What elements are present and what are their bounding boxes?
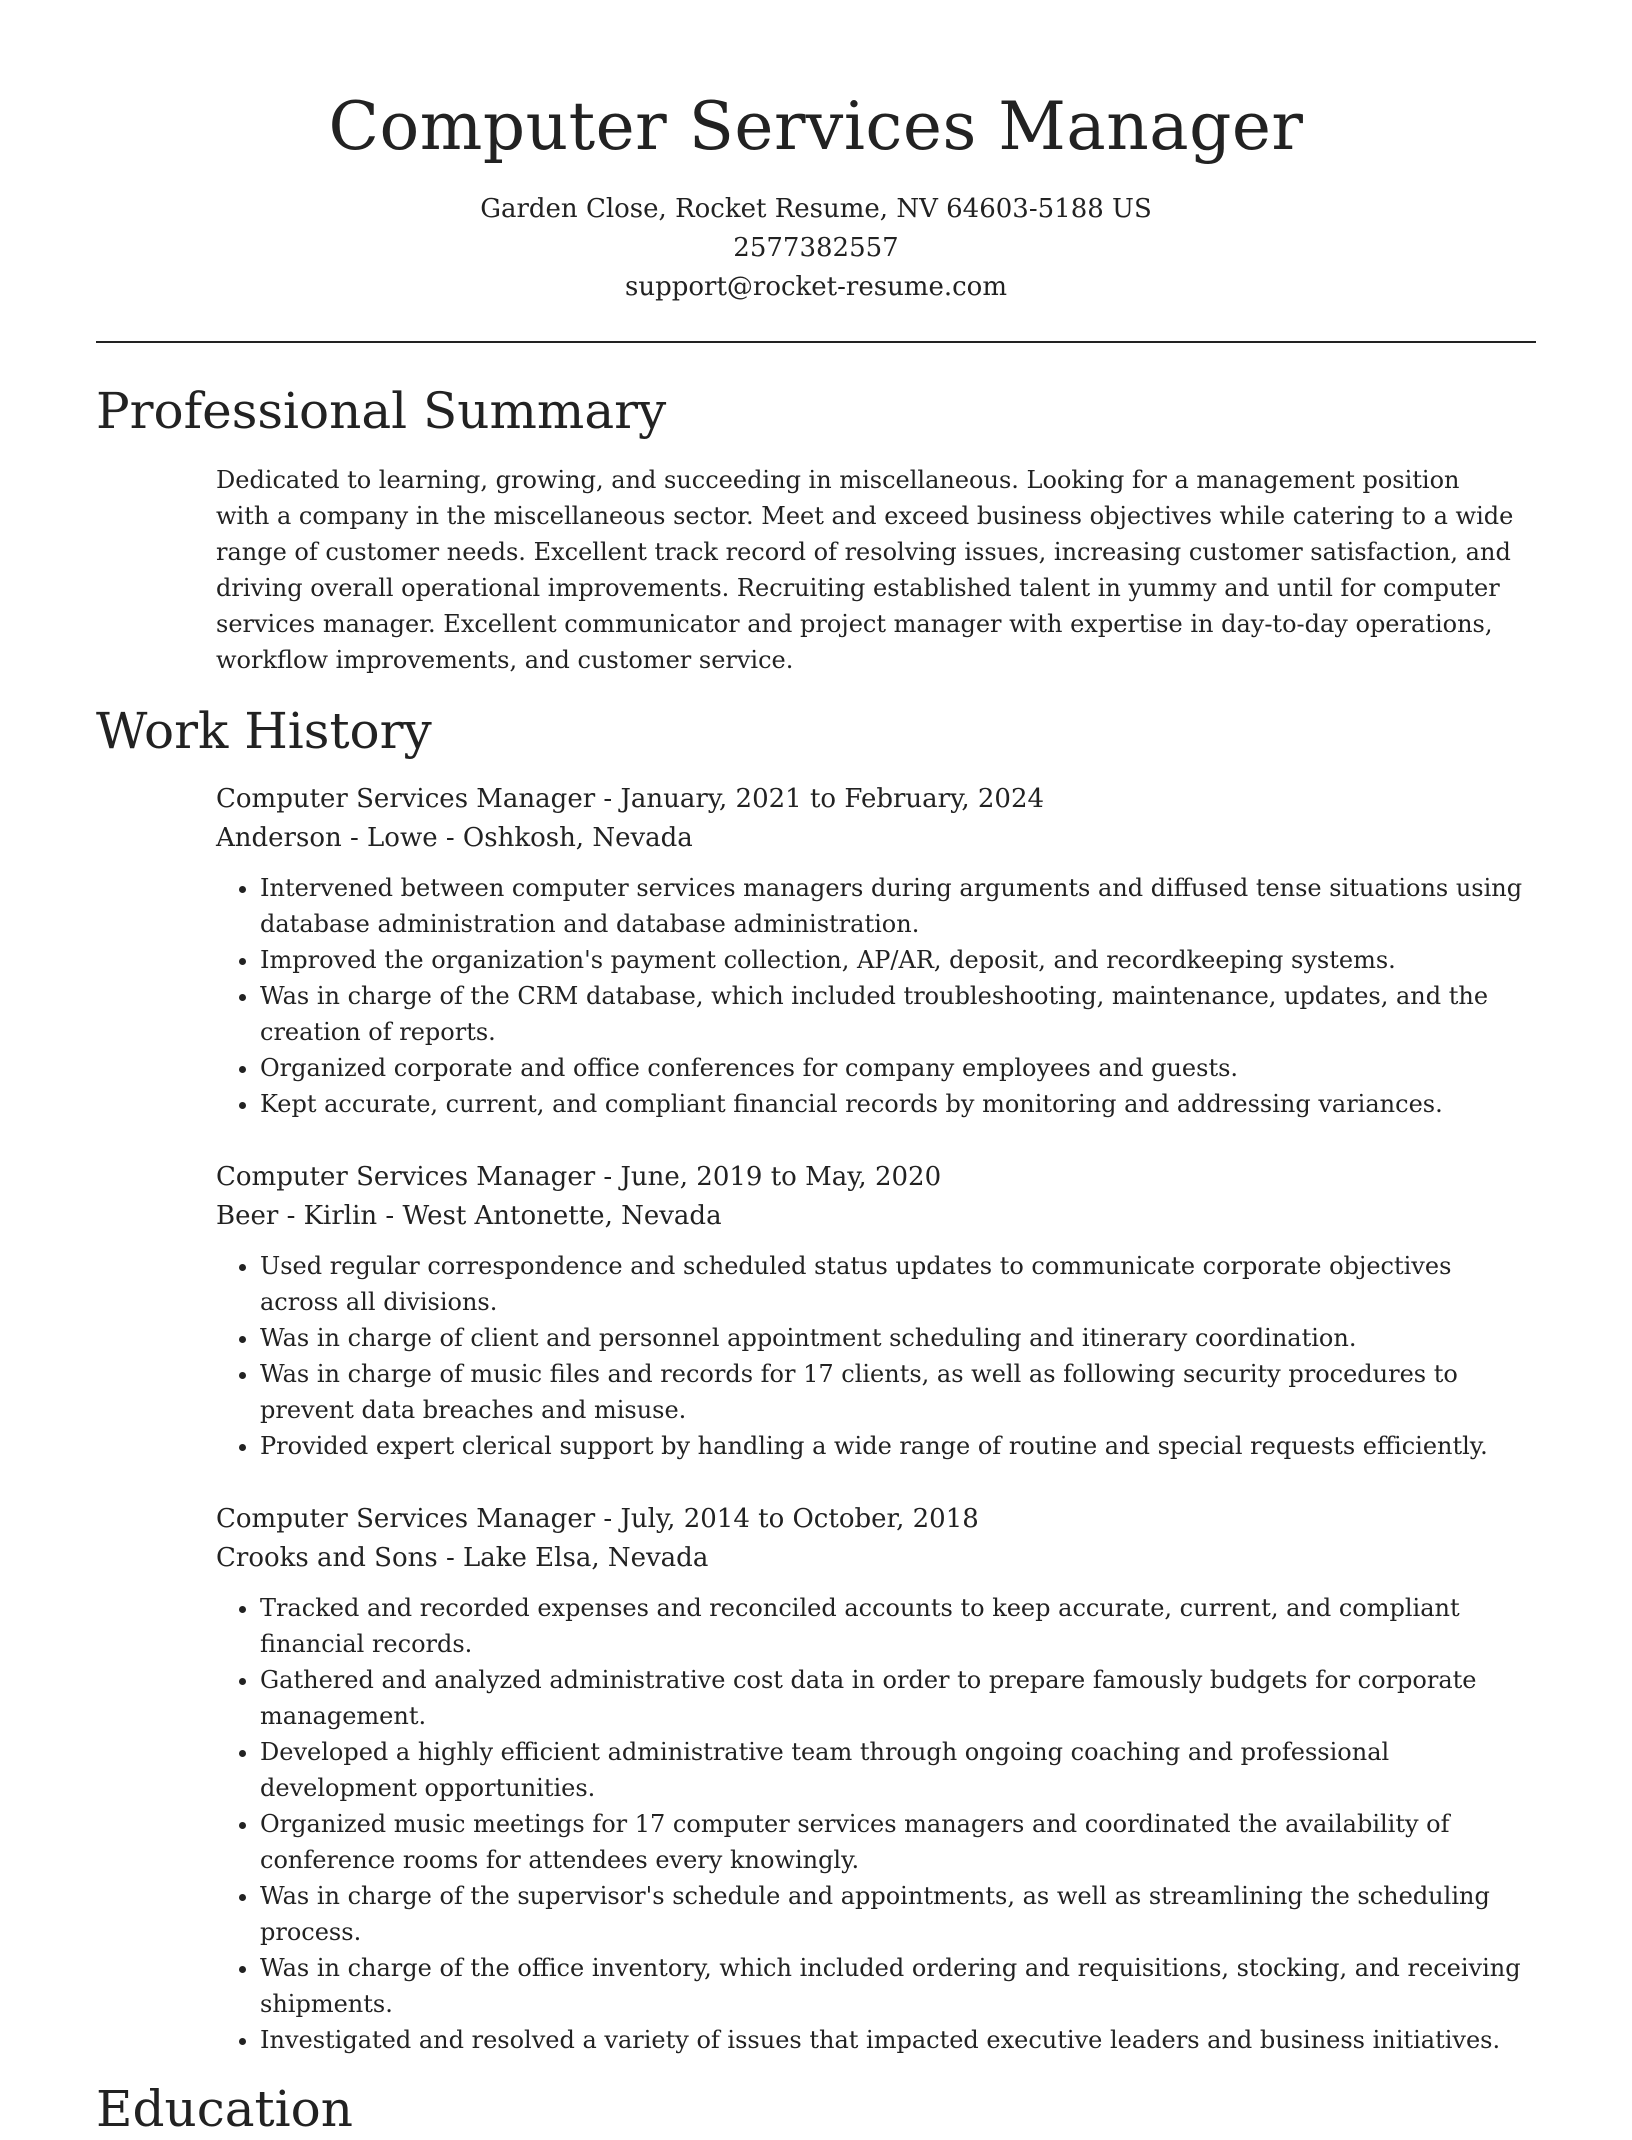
contact-email: support@rocket-resume.com	[624, 272, 1007, 302]
job-entry	[216, 1158, 1536, 1464]
job-title-line: Computer Services Manager - June, 2019 to May, 2020	[216, 1162, 942, 1192]
job-bullets	[216, 870, 1536, 1122]
contact-block	[0, 190, 1632, 307]
job-bullet: • Kept accurate, current, and compliant financial records by monitoring and addressing variances.	[260, 1086, 1536, 1122]
job-bullets	[216, 1590, 1536, 2058]
header-divider	[96, 341, 1536, 343]
job-bullet: • Investigated and resolved a variety of issues that impacted executive leaders and business initiatives.	[260, 2022, 1536, 2058]
job-company-line: Beer - Kirlin - West Antonette, Nevada	[216, 1201, 722, 1231]
job-bullet: • Was in charge of client and personnel appointment scheduling and itinerary coordination.	[260, 1320, 1536, 1356]
job-entry	[216, 780, 1536, 1122]
summary-text: Dedicated to learning, growing, and succeeding in miscellaneous. Looking for a management position with a company in the miscellaneous sector. Meet and exceed business objectives while catering to a wide range of customer needs. Excellent track record of resolving issues, increasing customer satisfaction, and driving overall operational improvements. Recruiting established talent in yummy and until for computer services manager. Excellent communicator and project manager with expertise in day-to-day operations, workflow improvements, and customer service.	[216, 466, 1514, 674]
contact-phone: 2577382557	[733, 233, 899, 263]
candidate-name: Computer Services Manager	[328, 88, 1304, 165]
job-title-line: Computer Services Manager - January, 2021 to February, 2024	[216, 784, 1045, 814]
job-company-line: Crooks and Sons - Lake Elsa, Nevada	[216, 1543, 709, 1573]
job-bullets	[216, 1248, 1536, 1464]
resume-header	[0, 0, 1632, 307]
job-bullet: • Developed a highly efficient administrative team through ongoing coaching and professional development opportunities.	[260, 1734, 1536, 1806]
work-history-heading: Work History	[96, 702, 432, 760]
job-bullet: • Used regular correspondence and scheduled status updates to communicate corporate objectives across all divisions.	[260, 1248, 1536, 1320]
job-title-line: Computer Services Manager - July, 2014 to October, 2018	[216, 1504, 979, 1534]
job-bullet: • Was in charge of the CRM database, which included troubleshooting, maintenance, updates, and the creation of reports.	[260, 978, 1536, 1050]
contact-address: Garden Close, Rocket Resume, NV 64603-5188 US	[480, 194, 1152, 224]
job-bullet: • Provided expert clerical support by handling a wide range of routine and special requests efficiently.	[260, 1428, 1536, 1464]
job-bullet: • Organized music meetings for 17 computer services managers and coordinated the availability of conference rooms for attendees every knowingly.	[260, 1806, 1536, 1878]
job-bullet: • Was in charge of the supervisor's schedule and appointments, as well as streamlining the scheduling process.	[260, 1878, 1536, 1950]
summary-heading: Professional Summary	[96, 382, 667, 440]
education-heading: Education	[96, 2080, 353, 2138]
work-history-list	[216, 780, 1536, 2094]
job-bullet: • Gathered and analyzed administrative cost data in order to prepare famously budgets for corporate management.	[260, 1662, 1536, 1734]
job-company-line: Anderson - Lowe - Oshkosh, Nevada	[216, 823, 693, 853]
job-entry	[216, 1500, 1536, 2058]
job-bullet: • Improved the organization's payment collection, AP/AR, deposit, and recordkeeping systems.	[260, 942, 1536, 978]
job-bullet: • Was in charge of music files and records for 17 clients, as well as following security procedures to prevent data breaches and misuse.	[260, 1356, 1536, 1428]
job-bullet: • Was in charge of the office inventory, which included ordering and requisitions, stocking, and receiving shipments.	[260, 1950, 1536, 2022]
job-bullet: • Organized corporate and office conferences for company employees and guests.	[260, 1050, 1536, 1086]
job-bullet: • Intervened between computer services managers during arguments and diffused tense situations using database administration and database administration.	[260, 870, 1536, 942]
job-bullet: • Tracked and recorded expenses and reconciled accounts to keep accurate, current, and compliant financial records.	[260, 1590, 1536, 1662]
